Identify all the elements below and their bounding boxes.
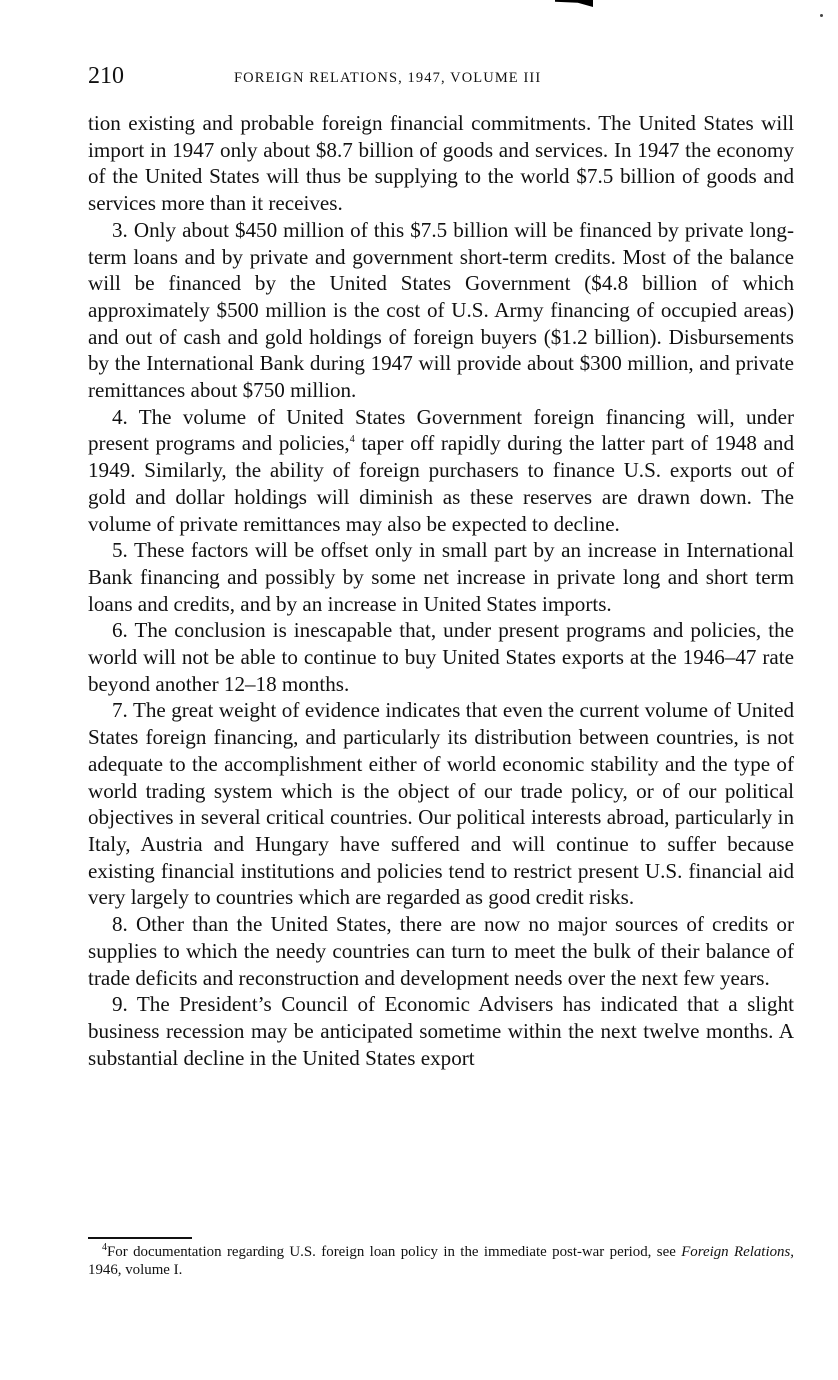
scan-speck: [820, 14, 823, 17]
paragraph-4-text-a: 4. The volume of United States Government foreign financing will, under present programs and policies,: [88, 404, 794, 456]
footnote-text-b: , 1946, volume I.: [88, 1244, 794, 1278]
footnote: [88, 1243, 794, 1279]
paragraph-4-text-b: taper off rapidly during the latter part of 1948 and 1949. Similarly, the ability of foreign purchasers to finance U.S. exports out of gold and dollar holdings will diminish as these reserves are drawn down. The volume of private remittances may also be expected to decline.: [88, 431, 794, 536]
footnote-italic-title: Foreign Relations: [681, 1244, 791, 1260]
paragraph-6: 6. The conclusion is inescapable that, under present programs and policies, the world will not be able to continue to buy United States exports at the 1946–47 rate beyond another 12–18 months.: [88, 618, 794, 696]
running-title: FOREIGN RELATIONS, 1947, VOLUME III: [234, 70, 542, 86]
paragraph-5: 5. These factors will be offset only in small part by an increase in International Bank financing and possibly by some net increase in private long and short term loans and credits, and by an increase in United States imports.: [88, 538, 794, 616]
footnote-text-a: For documentation regarding U.S. foreign loan policy in the immediate post-war period, see: [107, 1244, 682, 1260]
paragraph-continued: tion existing and probable foreign financial commitments. The United States will import in 1947 only about $8.7 billion of goods and services. In 1947 the economy of the United States will thus be supplying to the world $7.5 billion of goods and services more than it receives.: [88, 111, 794, 216]
footnote-marker: 4: [102, 1242, 107, 1254]
page-number: 210: [88, 63, 124, 89]
main-text: [88, 110, 794, 1071]
paragraph-9: 9. The President’s Council of Economic Advisers has indicated that a slight business recession may be anticipated sometime within the next twelve months. A substantial decline in the United States export: [88, 992, 794, 1070]
paragraph-4: [88, 404, 794, 538]
page-edge-mark: [555, 0, 593, 7]
running-head: [88, 62, 794, 92]
footnote-reference: 4: [349, 434, 355, 446]
paragraph-8: 8. Other than the United States, there are now no major sources of credits or supplies to which the needy countries can turn to meet the bulk of their balance of trade deficits and reconstruction and development needs over the next few years.: [88, 912, 794, 990]
footnote-divider: [88, 1237, 192, 1239]
paragraph-7: 7. The great weight of evidence indicates that even the current volume of United States foreign financing, and particularly its distribution between countries, is not adequate to the accomplishment either of world economic stability and the type of world trading system which is the object of our trade policy, or of our political objectives in several critical countries. Our political interests abroad, particularly in Italy, Austria and Hungary have suffered and will continue to suffer because existing financial institutions and policies tend to restrict present U.S. financial aid very largely to countries which are regarded as good credit risks.: [88, 698, 794, 910]
paragraph-3: 3. Only about $450 million of this $7.5 billion will be financed by private long-term loans and by private and government short-term credits. Most of the balance will be financed by the United States Government ($4.8 billion of which approximately $500 million is the cost of U.S. Army financing of occupied areas) and out of cash and gold holdings of foreign buyers ($1.2 billion). Disbursements by the International Bank during 1947 will provide about $300 million, and private remittances about $750 million.: [88, 217, 794, 403]
